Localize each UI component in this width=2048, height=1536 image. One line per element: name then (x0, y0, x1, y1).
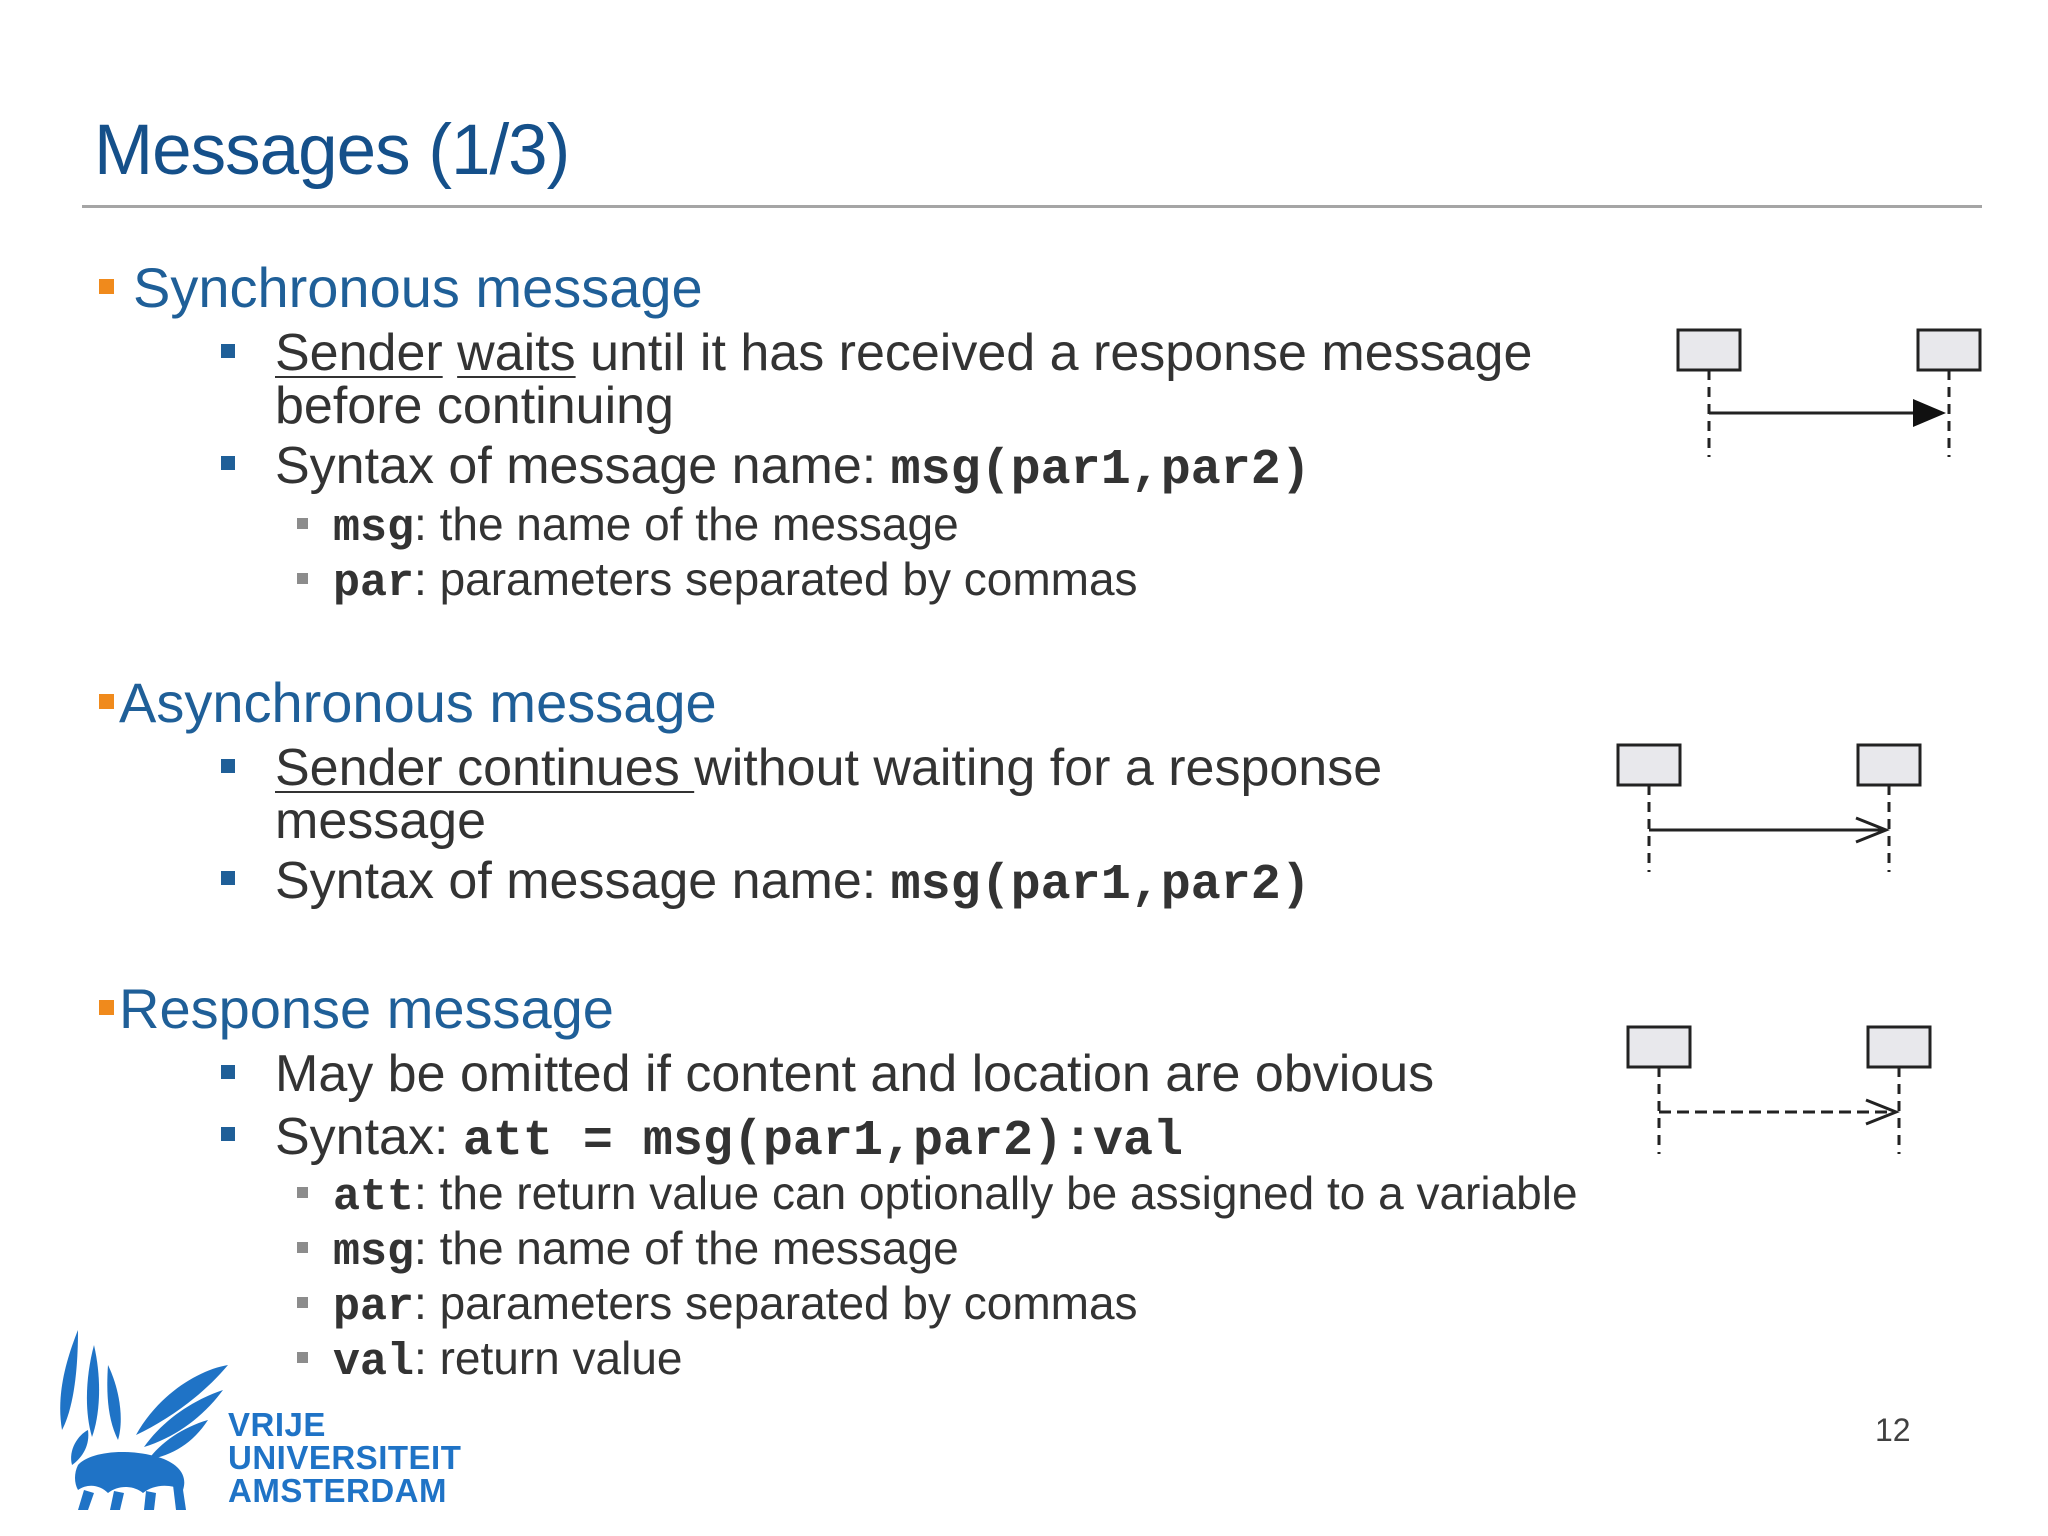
async-description-line2: message (275, 792, 486, 850)
underlined-sender: Sender (275, 324, 443, 382)
async-description (275, 739, 1383, 797)
response-item-par (333, 1277, 1138, 1333)
sync-syntax (275, 437, 1311, 499)
wordmark-line2: UNIVERSITEIT (228, 1439, 462, 1476)
bullet-orange (99, 279, 114, 294)
bullet-blue (221, 871, 235, 885)
item-text: : the name of the message (414, 1222, 959, 1274)
title-divider (82, 205, 1982, 208)
response-item-att (333, 1167, 1578, 1223)
wordmark-line3: AMSTERDAM (228, 1472, 447, 1509)
response-syntax (275, 1108, 1183, 1170)
sync-item-par (333, 553, 1138, 609)
sync-syntax-label: Syntax of message name: (275, 437, 891, 495)
bullet-orange (99, 694, 114, 709)
bullet-gray (297, 1352, 308, 1363)
async-syntax-label: Syntax of message name: (275, 852, 891, 910)
response-description: May be omitted if content and location are obvious (275, 1045, 1435, 1103)
filled-arrowhead (1913, 399, 1946, 427)
bullet-blue (221, 1065, 235, 1079)
asynchronous-message-diagram (1610, 740, 1930, 875)
sender-lifeline-box (1618, 745, 1680, 785)
sync-desc-rest: until it has received a response message (575, 324, 1533, 382)
bullet-gray (297, 573, 308, 584)
bullet-orange (99, 1000, 114, 1015)
sender-lifeline-box (1628, 1027, 1690, 1067)
async-desc-rest: without waiting for a response (694, 739, 1383, 797)
item-text: : the name of the message (414, 498, 959, 550)
async-syntax-code: msg(par1,par2) (890, 857, 1311, 914)
response-item-msg (333, 1222, 959, 1278)
sync-item-msg (333, 498, 959, 554)
receiver-lifeline-box (1858, 745, 1920, 785)
sync-description (275, 324, 1533, 382)
university-wordmark (228, 1408, 461, 1507)
synchronous-message-diagram (1670, 325, 1990, 460)
item-text: : parameters separated by commas (414, 553, 1138, 605)
bullet-gray (297, 1242, 308, 1253)
response-item-val (333, 1332, 683, 1388)
sync-heading: Synchronous message (133, 256, 703, 319)
code-term: par (333, 558, 415, 609)
sender-lifeline-box (1678, 330, 1740, 370)
response-syntax-code: att = msg(par1,par2):val (462, 1113, 1183, 1170)
receiver-lifeline-box (1918, 330, 1980, 370)
response-heading: Response message (119, 977, 614, 1040)
bullet-blue (221, 759, 235, 773)
response-message-diagram (1620, 1022, 1940, 1157)
code-term: msg (333, 1227, 415, 1278)
item-text: : parameters separated by commas (414, 1277, 1138, 1329)
code-term: msg (333, 503, 415, 554)
sync-description-line2: before continuing (275, 377, 674, 435)
code-term: val (333, 1337, 415, 1388)
bullet-blue (221, 1127, 235, 1141)
bullet-gray (297, 1187, 308, 1198)
wordmark-line1: VRIJE (228, 1406, 326, 1443)
underlined-sender-continues: Sender continues (275, 739, 695, 797)
async-heading: Asynchronous message (119, 671, 717, 734)
item-text: : return value (414, 1332, 683, 1384)
underlined-waits: waits (457, 324, 576, 382)
page-number: 12 (1875, 1412, 1911, 1448)
bullet-gray (297, 1297, 308, 1308)
receiver-lifeline-box (1868, 1027, 1930, 1067)
sync-syntax-code: msg(par1,par2) (890, 442, 1311, 499)
bullet-blue (221, 456, 235, 470)
response-syntax-label: Syntax: (275, 1108, 463, 1166)
bullet-blue (221, 344, 235, 358)
griffin-logo-icon (48, 1325, 233, 1510)
slide-title: Messages (1/3) (94, 111, 570, 190)
item-text: : the return value can optionally be assigned to a variable (414, 1167, 1578, 1219)
code-term: par (333, 1282, 415, 1333)
async-syntax (275, 852, 1311, 914)
code-term: att (333, 1172, 415, 1223)
bullet-gray (297, 518, 308, 529)
